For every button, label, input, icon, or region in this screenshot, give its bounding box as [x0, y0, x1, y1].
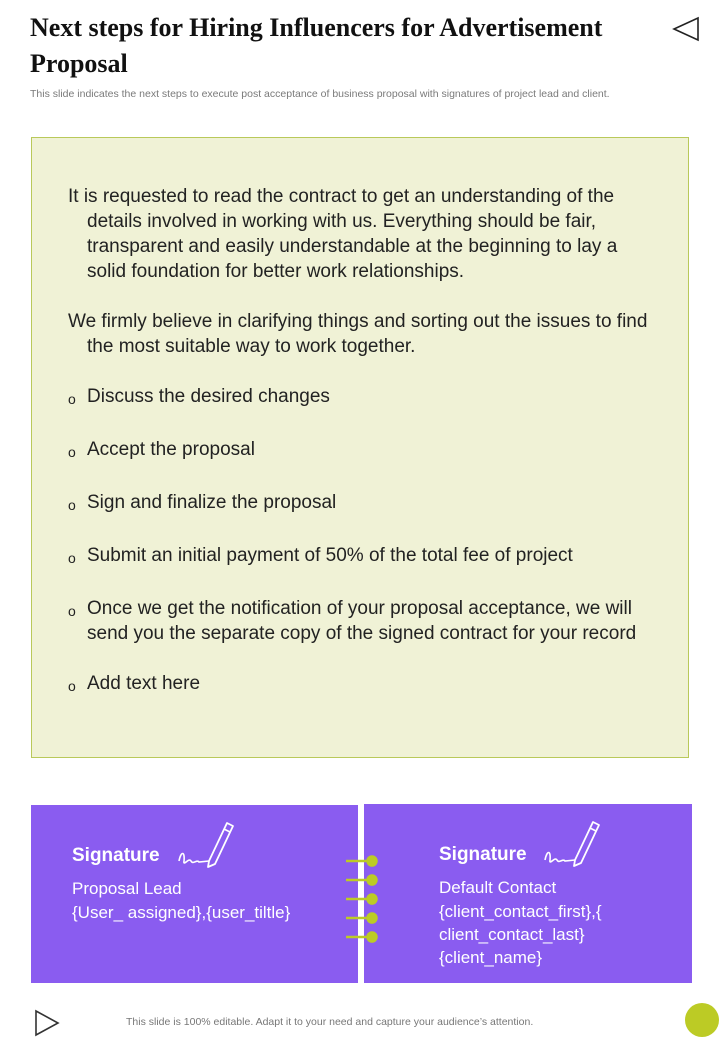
step-text: Submit an initial payment of 50% of the total fee of project — [87, 545, 573, 566]
signature-card-proposal-lead — [31, 805, 358, 983]
signature-pen-icon — [175, 817, 239, 869]
bullet-marker: o — [68, 497, 76, 513]
signature-card-default-contact — [364, 804, 692, 983]
signature-heading: Signature — [439, 844, 527, 865]
signature-heading: Signature — [72, 845, 160, 866]
signature-role: Default Contact — [439, 878, 557, 897]
page-title: Next steps for Hiring Influencers for Advertisement Proposal — [30, 13, 603, 78]
signature-pen-icon — [541, 816, 605, 868]
intro-paragraph: We firmly believe in clarifying things and sorting out the issues to find the most suitable way to work together. — [68, 311, 648, 357]
step-text: Add text here — [87, 673, 201, 694]
signature-placeholder: {client_contact_first},{ client_contact_last} {client_name} — [439, 902, 602, 967]
step-item — [68, 671, 660, 699]
step-item — [68, 490, 660, 518]
footer-note: This slide is 100% editable. Adapt it to your need and capture your audience’s attention. — [126, 1016, 534, 1028]
bullet-marker: o — [68, 550, 76, 566]
step-item — [68, 437, 660, 465]
play-arrow-icon — [33, 1008, 61, 1038]
content-box — [31, 137, 689, 758]
step-item — [68, 596, 660, 646]
step-item — [68, 543, 660, 571]
page-subtitle: This slide indicates the next steps to execute post acceptance of business proposal with signatures of project lead and client. — [30, 88, 610, 100]
decorative-dot — [685, 1003, 719, 1037]
intro-paragraph: It is requested to read the contract to get an understanding of the details involved in working with us. Everything should be fair, transparent and easily understandable at the beginning to lay a solid foundation for better work relationships. — [68, 186, 618, 282]
bullet-marker: o — [68, 603, 76, 619]
signature-role: Proposal Lead — [72, 879, 182, 898]
binder-rings-icon — [342, 852, 382, 947]
step-text: Once we get the notification of your proposal acceptance, we will send you the separate copy of the signed contract for your record — [87, 598, 637, 644]
step-text: Sign and finalize the proposal — [87, 492, 337, 513]
triangle-arrow-icon — [672, 16, 700, 42]
bullet-marker: o — [68, 391, 76, 407]
bullet-marker: o — [68, 678, 76, 694]
step-item — [68, 384, 660, 412]
step-text: Accept the proposal — [87, 439, 255, 460]
step-text: Discuss the desired changes — [87, 386, 330, 407]
bullet-marker: o — [68, 444, 76, 460]
signature-placeholder: {User_ assigned},{user_tiltle} — [72, 903, 291, 922]
